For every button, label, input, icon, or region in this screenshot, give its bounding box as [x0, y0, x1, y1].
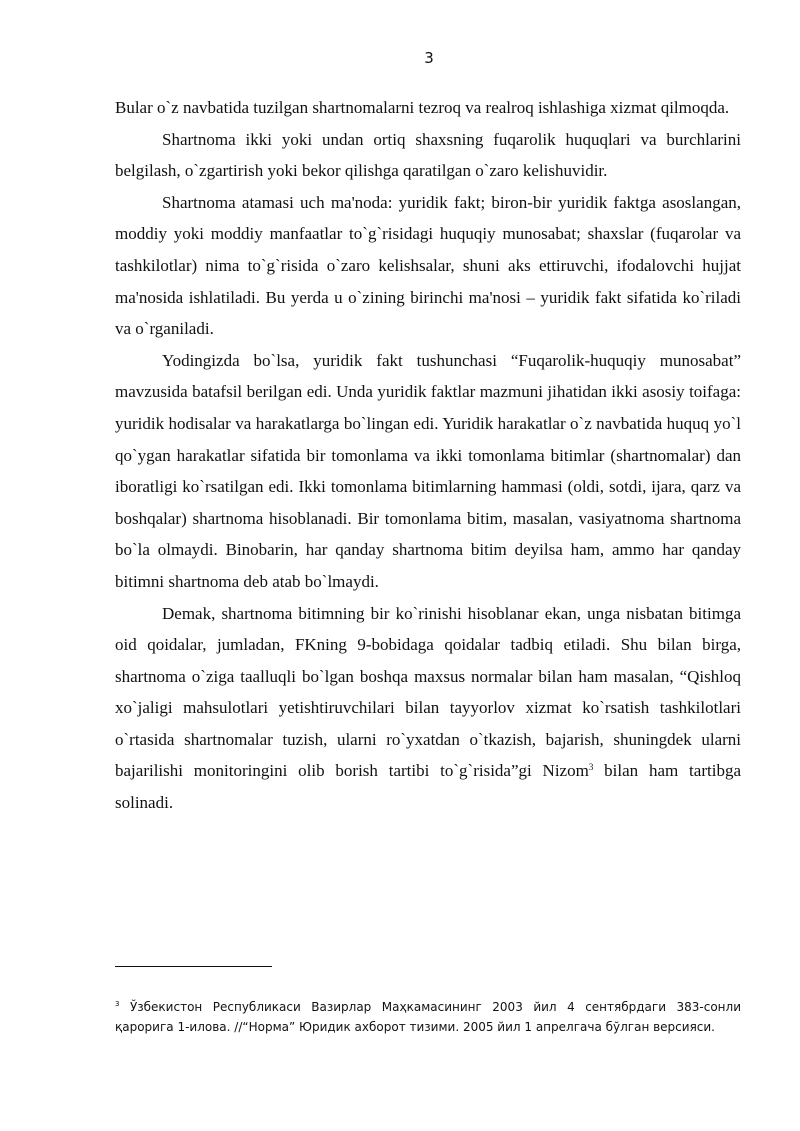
- footnote: [115, 997, 741, 1037]
- paragraph-text: Demak, shartnoma bitimning bir ko`rinishi hisoblanar ekan, unga nisbatan bitimga oid qoidalar, jumladan, FKning 9-bobidaga qoidalar tadbiq etiladi. Shu bilan birga, shartnoma o`ziga taalluqli bo`lgan boshqa maxsus normalar bilan ham masalan, “Qishloq xo`jaligi mahsulotlari yetishtiruvchilari bilan tayyorlov xizmat ko`rsatish tashkilotlari o`rtasida shartnomalar tuzish, ularni ro`yxatdan o`tkazish, bajarish, shuningdek ularni bajarilishi monitoringini olib borish tartibi to`g`risida”gi Nizom: [115, 603, 741, 781]
- paragraph-last: [115, 598, 741, 819]
- paragraph: Bular o`z navbatida tuzilgan shartnomalarni tezroq va realroq ishlashiga xizmat qilmoqda.: [115, 98, 730, 117]
- page-number: 3: [424, 49, 434, 67]
- main-text: [115, 92, 741, 819]
- footnote-reference[interactable]: 3: [588, 762, 594, 773]
- footnote-mark: 3: [115, 1000, 120, 1008]
- paragraph: Yodingizda bo`lsa, yuridik fakt tushunchasi “Fuqarolik-huquqiy munosabat” mavzusida batafsil berilgan edi. Unda yuridik faktlar mazmuni jihatidan ikki asosiy toifaga: yuridik hodisalar va harakatlarga bo`lingan edi. Yuridik harakatlar o`z navbatida huquq yo`l qo`ygan harakatlar sifatida bir tomonlama va ikki tomonlama bitimlar (shartnomalar) dan iboratligi ko`rsatilgan edi. Ikki tomonlama bitimlarning hammasi (oldi, sotdi, ijara, qarz va boshqalar) shartnoma hisoblanadi. Bir tomonlama bitim, masalan, vasiyatnoma shartnoma bo`la olmaydi. Binobarin, har qanday shartnoma bitim deyilsa ham, ammo har qanday bitimni shartnoma deb atab bo`lmaydi.: [115, 350, 741, 591]
- paragraph-text-end: bilan ham tartibga solinadi.: [115, 761, 741, 813]
- paragraph: Shartnoma ikki yoki undan ortiq shaxsning fuqarolik huquqlari va burchlarini belgilash, o`zgartirish yoki bekor qilishga qaratilgan o`zaro kelishuvidir.: [115, 129, 741, 181]
- footnote-text: Ўзбекистон Республикаси Вазирлар Маҳкамасининг 2003 йил 4 сентябрдаги 383-сонли қарорига 1-илова. //“Норма” Юридик ахборот тизими. 2005 йил 1 апрелгача бўлган версияси.: [115, 1000, 741, 1034]
- footnote-separator: [115, 966, 272, 967]
- paragraph: Shartnoma atamasi uch ma'noda: yuridik fakt; biron-bir yuridik faktga asoslangan, moddiy yoki moddiy manfaatlar to`g`risidagi huquqiy munosabat; shaxslar (fuqarolar va tashkilotlar) nima to`g`risida o`zaro kelishsalar, shuni aks ettiruvchi, ifodalovchi hujjat ma'nosida ishlatiladi. Bu yerda u o`zining birinchi ma'nosi – yuridik fakt sifatida ko`riladi va o`rganiladi.: [115, 192, 741, 339]
